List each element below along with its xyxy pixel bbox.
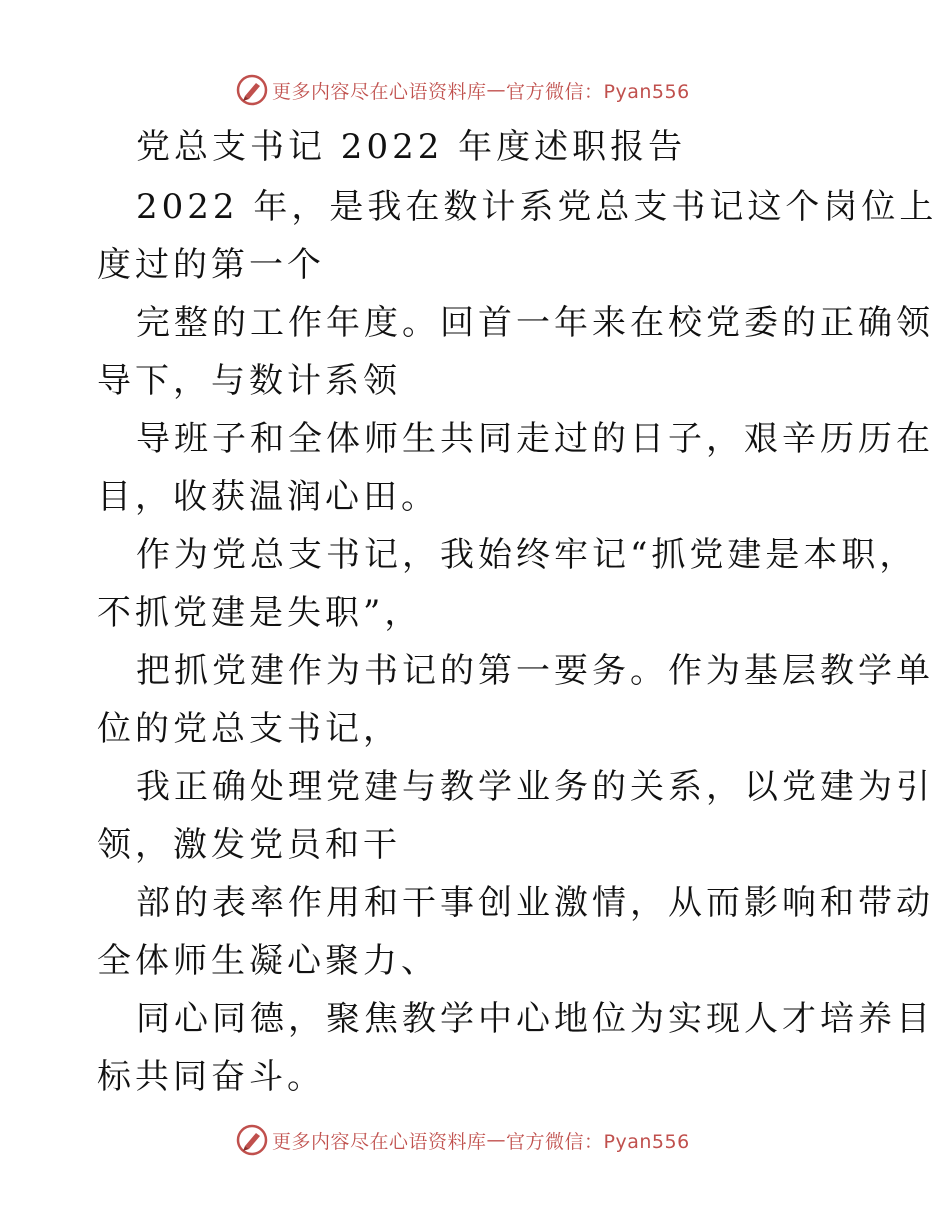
paragraph-line: 不抓党建是失职”， <box>97 593 423 633</box>
watermark-contact: 官方微信：Pyan556 <box>506 80 690 103</box>
paragraph-line: 完整的工作年度。回首一年来在校党委的正确领 <box>136 303 934 343</box>
paragraph-line: 位的党总支书记， <box>97 709 401 749</box>
pen-seal-icon <box>236 74 268 106</box>
watermark-brand: 更多内容尽在心语资料库 <box>272 80 487 103</box>
document-title: 党总支书记 2022 年度述职报告 <box>136 127 687 167</box>
paragraph-line: 同心同德，聚焦教学中心地位为实现人才培养目 <box>136 999 934 1039</box>
paragraph-line: 部的表率作用和干事创业激情，从而影响和带动 <box>136 883 934 923</box>
paragraph-line: 我正确处理党建与教学业务的关系，以党建为引 <box>136 767 934 807</box>
watermark-contact: 官方微信：Pyan556 <box>506 1130 690 1153</box>
paragraph-line: 全体师生凝心聚力、 <box>97 941 439 981</box>
paragraph-line: 作为党总支书记，我始终牢记“抓党建是本职， <box>136 535 918 575</box>
paragraph-line: 领，激发党员和干 <box>97 825 401 865</box>
paragraph-line: 导班子和全体师生共同走过的日子，艰辛历历在 <box>136 419 934 459</box>
paragraph-line: 度过的第一个 <box>97 245 325 285</box>
watermark-dash: — <box>486 1129 507 1151</box>
header-watermark <box>236 73 690 107</box>
paragraph-line: 2022 年，是我在数计系党总支书记这个岗位上 <box>136 187 938 227</box>
footer-watermark <box>236 1123 690 1157</box>
paragraph-line: 标共同奋斗。 <box>97 1057 325 1097</box>
paragraph-line: 把抓党建作为书记的第一要务。作为基层教学单 <box>136 651 934 691</box>
watermark-brand: 更多内容尽在心语资料库 <box>272 1130 487 1153</box>
pen-seal-icon <box>236 1124 268 1156</box>
watermark-dash: — <box>486 79 507 101</box>
paragraph-line: 导下，与数计系领 <box>97 361 401 401</box>
paragraph-line: 目，收获温润心田。 <box>97 477 439 517</box>
